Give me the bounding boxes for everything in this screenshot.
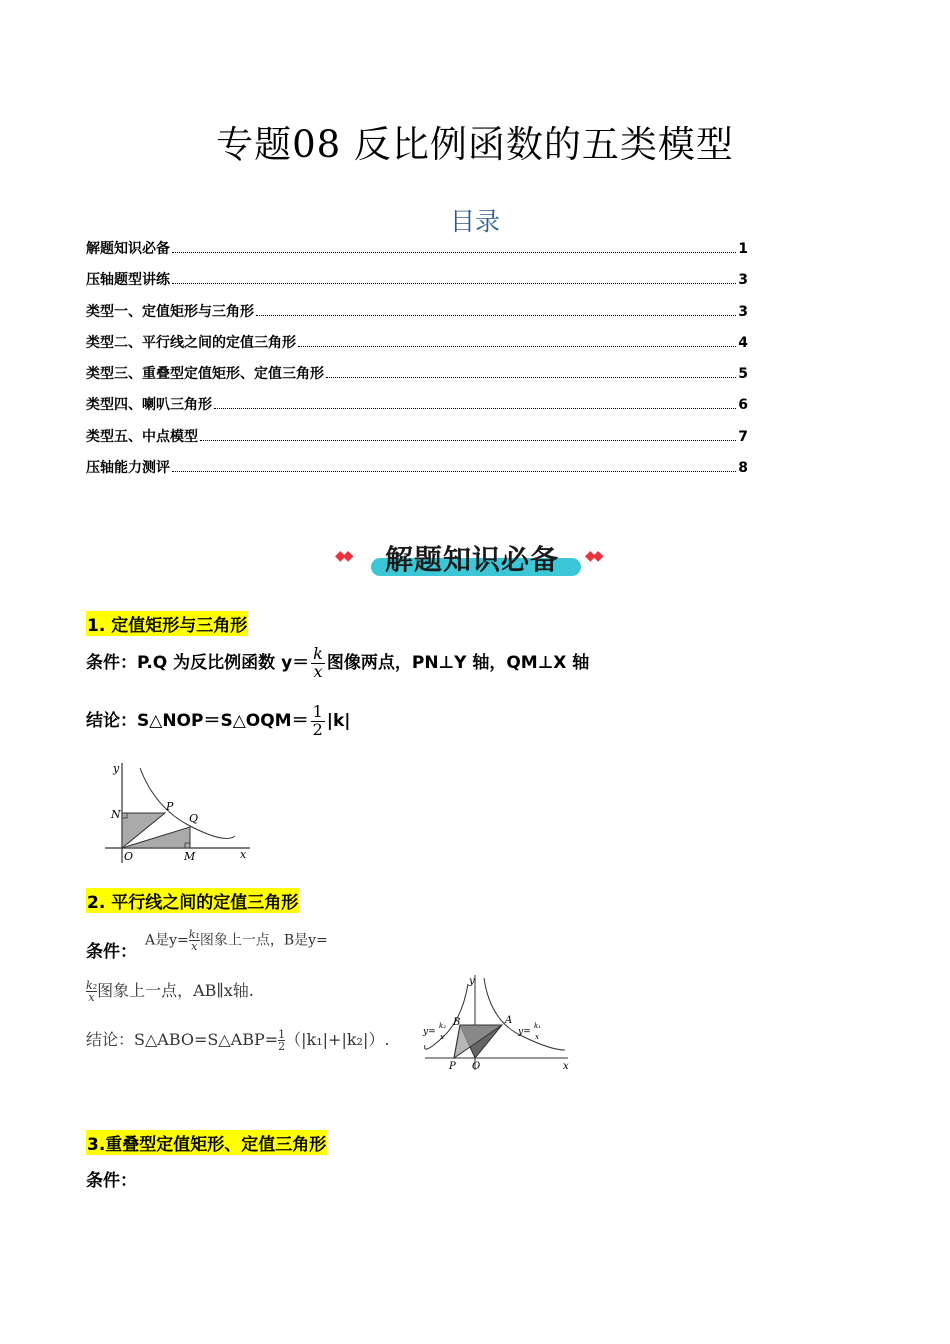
- label-left-eq: y=: [423, 1027, 436, 1037]
- toc-leader: [172, 252, 736, 253]
- toc-item-page: 5: [738, 366, 748, 383]
- label-x: x: [563, 1061, 569, 1072]
- toc-item[interactable]: [86, 426, 748, 457]
- toc-leader: [256, 315, 736, 316]
- section-banner: [333, 536, 623, 582]
- toc-item[interactable]: [86, 363, 748, 394]
- toc-leader: [172, 471, 736, 472]
- table-of-contents: [86, 238, 748, 488]
- toc-item[interactable]: [86, 394, 748, 425]
- label-a: A: [505, 1015, 513, 1026]
- toc-item-label: 解题知识必备: [86, 241, 170, 257]
- label-o: O: [472, 1061, 481, 1072]
- fraction: $\frac{1}{2}$: [312, 702, 323, 739]
- toc-item-label: 类型二、平行线之间的定值三角形: [86, 334, 296, 351]
- label-q: Q: [189, 812, 199, 825]
- label-right-eq: y=: [518, 1027, 531, 1037]
- label-p: P: [166, 800, 174, 813]
- toc-item-page: 1: [738, 241, 748, 257]
- label-n: N: [111, 808, 121, 821]
- label-right-x: x: [535, 1033, 539, 1041]
- toc-item-page: 4: [738, 334, 748, 351]
- condition-line-2: $\frac{\text{k₂}}{x}$ 图象上一点，AB∥x轴.: [86, 979, 254, 1004]
- toc-item[interactable]: [86, 457, 748, 488]
- label-x: x: [240, 848, 247, 861]
- toc-item-page: 3: [738, 272, 748, 289]
- label-left-x: x: [440, 1033, 444, 1041]
- condition-label: 条件：: [86, 1171, 137, 1191]
- toc-item[interactable]: [86, 332, 748, 363]
- toc-leader: [326, 377, 736, 378]
- toc-item-page: 8: [738, 460, 748, 477]
- hyperbola-right: [484, 978, 565, 1050]
- label-m: M: [184, 850, 196, 863]
- section-heading: 1. 定值矩形与三角形: [86, 611, 248, 636]
- toc-item[interactable]: [86, 238, 748, 269]
- condition-label: 条件：: [86, 942, 137, 962]
- toc-leader: [298, 346, 736, 347]
- toc-leader: [214, 408, 736, 409]
- label-b: B: [453, 1017, 461, 1028]
- toc-item-label: 类型一、定值矩形与三角形: [86, 303, 254, 320]
- condition-line-1: A是y= $\frac{\text{k₁}}{x}$ 图象上一点，B是y=: [145, 928, 328, 953]
- banner-title: 解题知识必备: [385, 543, 560, 576]
- toc-item-label: 类型三、重叠型定值矩形、定值三角形: [86, 366, 324, 383]
- label-right-k: k₁: [534, 1022, 542, 1030]
- conclusion-line: 结论：S△ABO=S△ABP= $\frac{1}{2}$ （|k₁|+|k₂|）.: [86, 1028, 390, 1053]
- label-left-k: k₂: [439, 1022, 447, 1030]
- section-heading: 2. 平行线之间的定值三角形: [86, 888, 299, 913]
- diamond-icon: ◆◆: [335, 548, 351, 564]
- label-p: P: [449, 1061, 456, 1072]
- toc-leader: [200, 440, 736, 441]
- toc-item-page: 3: [738, 303, 748, 320]
- conclusion-text: 结论：S△NOP＝S△OQM＝ $\frac{1}{2}$ |k|: [86, 702, 351, 739]
- toc-item-page: 7: [738, 428, 748, 445]
- condition-text: 条件：P.Q 为反比例函数 y＝ $\frac{k}{x}$ 图像两点，PN⊥Y 轴，QM⊥X 轴: [86, 644, 590, 681]
- toc-item-label: 压轴题型讲练: [86, 272, 170, 289]
- toc-item-label: 类型五、中点模型: [86, 428, 198, 445]
- page-title: 专题08 反比例函数的五类模型: [216, 123, 734, 166]
- toc-item-label: 压轴能力测评: [86, 460, 170, 477]
- toc-item-page: 6: [738, 397, 748, 414]
- figure-rect-triangle: [100, 758, 255, 868]
- toc-item[interactable]: [86, 269, 748, 300]
- toc-leader: [172, 283, 736, 284]
- toc-heading: 目录: [449, 207, 500, 236]
- section-heading: 3.重叠型定值矩形、定值三角形: [86, 1130, 327, 1155]
- toc-item-label: 类型四、喇叭三角形: [86, 397, 212, 414]
- toc-item[interactable]: [86, 301, 748, 332]
- label-y: y: [469, 976, 475, 987]
- label-o: O: [124, 850, 134, 863]
- figure-parallel-triangle: [420, 970, 575, 1075]
- fraction: $\frac{k}{x}$: [313, 644, 323, 681]
- label-y: y: [113, 762, 120, 775]
- diamond-icon: ◆◆: [585, 548, 601, 564]
